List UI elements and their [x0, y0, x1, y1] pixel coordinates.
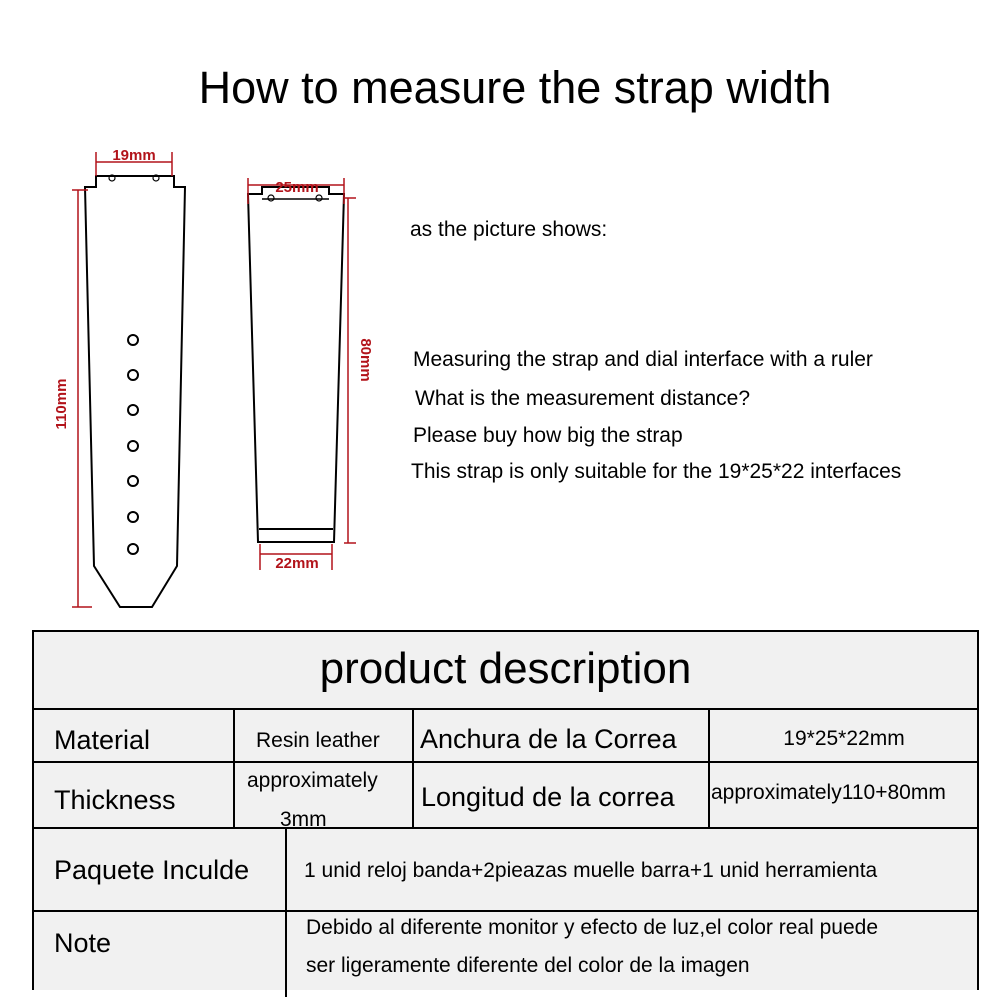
- thickness-label: Thickness: [54, 785, 176, 815]
- note-value-line1: Debido al diferente monitor y efecto de luz,el color real puede: [306, 916, 879, 939]
- strap-a-top-width-label: 19mm: [112, 147, 156, 164]
- instruction-line: What is the measurement distance?: [415, 387, 750, 410]
- instruction-line: This strap is only suitable for the 19*25*22 interfaces: [411, 460, 902, 483]
- package-label: Paquete Inculde: [54, 855, 250, 885]
- strap-hole: [128, 476, 138, 486]
- instruction-line: Measuring the strap and dial interface with a ruler: [413, 348, 873, 371]
- thickness-value-line2: 3mm: [280, 808, 327, 831]
- page-title: How to measure the strap width: [198, 62, 832, 113]
- row-divider: [34, 910, 977, 912]
- strap-b-top-width-label: 25mm: [275, 179, 319, 196]
- row-divider: [34, 827, 977, 829]
- strap-b-length-dimension: [344, 198, 356, 543]
- width-value: 19*25*22mm: [783, 727, 905, 750]
- strap-a-outline: [85, 176, 185, 607]
- strap-hole: [128, 405, 138, 415]
- row-divider: [34, 708, 977, 710]
- strap-hole: [128, 335, 138, 345]
- strap-b-pin-hole: [268, 195, 274, 201]
- table-title: product description: [319, 644, 692, 693]
- length-label: Longitud de la correa: [421, 782, 675, 812]
- package-value: 1 unid reloj banda+2pieazas muelle barra+1 unid herramienta: [304, 859, 878, 882]
- product-description-table: [32, 630, 979, 990]
- instruction-line: Please buy how big the strap: [413, 424, 683, 447]
- column-divider: [412, 708, 414, 827]
- strap-a-length-label: 110mm: [53, 378, 70, 430]
- instruction-intro: as the picture shows:: [410, 218, 608, 241]
- thickness-value-line1: approximately: [247, 769, 378, 792]
- strap-hole: [128, 512, 138, 522]
- material-label: Material: [54, 725, 151, 755]
- note-value-line2: ser ligeramente diferente del color de la imagen: [306, 954, 750, 977]
- strap-a-holes: [128, 335, 138, 554]
- strap-hole: [128, 544, 138, 554]
- width-label: Anchura de la Correa: [420, 724, 677, 754]
- strap-b-outline: [248, 187, 344, 542]
- material-value: Resin leather: [256, 729, 380, 752]
- column-divider: [233, 708, 235, 827]
- strap-hole: [128, 370, 138, 380]
- note-label: Note: [54, 928, 112, 958]
- strap-diagram: [0, 140, 400, 620]
- column-divider: [708, 708, 710, 827]
- row-divider: [34, 761, 977, 763]
- strap-b-length-label: 80mm: [357, 338, 374, 382]
- length-value: approximately110+80mm: [711, 781, 946, 804]
- strap-hole: [128, 441, 138, 451]
- strap-a-length-dimension: [72, 190, 92, 607]
- strap-b-bottom-width-label: 22mm: [275, 555, 319, 572]
